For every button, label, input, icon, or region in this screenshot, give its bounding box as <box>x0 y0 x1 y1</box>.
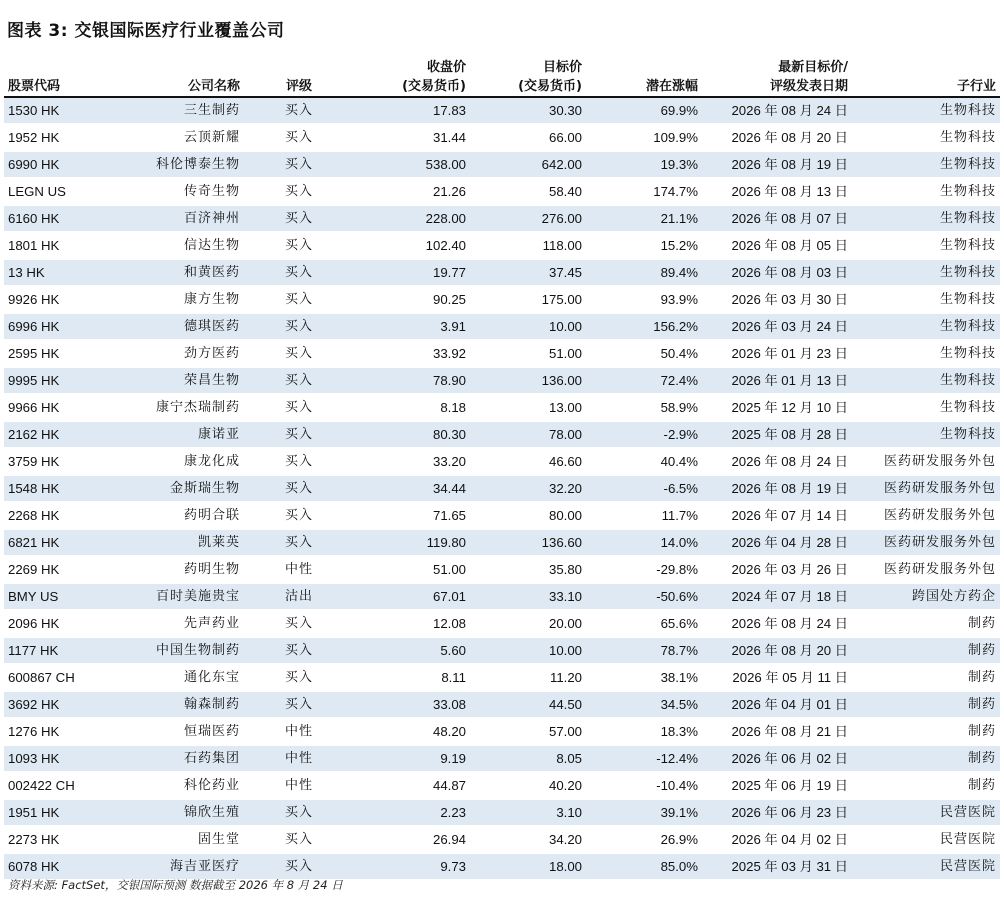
cell-date: 2026 年 04 月 02 日 <box>702 826 852 853</box>
cell-target: 8.05 <box>470 745 586 772</box>
cell-target: 10.00 <box>470 313 586 340</box>
cell-target: 175.00 <box>470 286 586 313</box>
cell-sector: 医药研发服务外包 <box>852 502 1000 529</box>
cell-upside: 85.0% <box>586 853 702 880</box>
cell-sector: 制药 <box>852 610 1000 637</box>
cell-name: 三生制药 <box>104 97 244 124</box>
cell-date: 2026 年 01 月 13 日 <box>702 367 852 394</box>
cell-name: 康诺亚 <box>104 421 244 448</box>
cell-date: 2026 年 04 月 01 日 <box>702 691 852 718</box>
cell-sector: 制药 <box>852 718 1000 745</box>
cell-date: 2026 年 08 月 19 日 <box>702 475 852 502</box>
header-code: 股票代码 <box>8 79 61 94</box>
table-row <box>4 421 1000 448</box>
cell-sector: 生物科技 <box>852 178 1000 205</box>
cell-sector: 生物科技 <box>852 421 1000 448</box>
cell-close: 2.23 <box>354 799 470 826</box>
cell-close: 119.80 <box>354 529 470 556</box>
header-date-line2: 评级发表日期 <box>769 79 848 94</box>
cell-sector: 生物科技 <box>852 259 1000 286</box>
cell-close: 9.73 <box>354 853 470 880</box>
table-row <box>4 502 1000 529</box>
cell-rating: 沽出 <box>244 583 354 610</box>
cell-close: 538.00 <box>354 151 470 178</box>
cell-target: 58.40 <box>470 178 586 205</box>
cell-target: 66.00 <box>470 124 586 151</box>
table-row <box>4 799 1000 826</box>
cell-upside: 89.4% <box>586 259 702 286</box>
table-row <box>4 583 1000 610</box>
cell-upside: 65.6% <box>586 610 702 637</box>
cell-target: 80.00 <box>470 502 586 529</box>
cell-close: 102.40 <box>354 232 470 259</box>
cell-date: 2026 年 08 月 03 日 <box>702 259 852 286</box>
header-close <box>354 52 470 97</box>
header-sector: 子行业 <box>956 79 996 94</box>
cell-name: 传奇生物 <box>104 178 244 205</box>
table-row <box>4 286 1000 313</box>
table-row <box>4 367 1000 394</box>
cell-upside: -6.5% <box>586 475 702 502</box>
cell-upside: 156.2% <box>586 313 702 340</box>
cell-date: 2026 年 05 月 11 日 <box>702 664 852 691</box>
table-row <box>4 853 1000 880</box>
cell-sector: 医药研发服务外包 <box>852 556 1000 583</box>
cell-date: 2026 年 08 月 05 日 <box>702 232 852 259</box>
table-row <box>4 448 1000 475</box>
cell-sector: 生物科技 <box>852 124 1000 151</box>
cell-close: 33.92 <box>354 340 470 367</box>
cell-rating: 买入 <box>244 178 354 205</box>
cell-sector: 制药 <box>852 772 1000 799</box>
cell-code: 9926 HK <box>4 286 104 313</box>
cell-name: 信达生物 <box>104 232 244 259</box>
cell-code: 1177 HK <box>4 637 104 664</box>
cell-upside: 26.9% <box>586 826 702 853</box>
cell-sector: 生物科技 <box>852 286 1000 313</box>
cell-upside: 18.3% <box>586 718 702 745</box>
cell-close: 44.87 <box>354 772 470 799</box>
header-date-line1: 最新目标价/ <box>778 60 848 75</box>
cell-rating: 买入 <box>244 691 354 718</box>
cell-close: 51.00 <box>354 556 470 583</box>
cell-rating: 中性 <box>244 745 354 772</box>
cell-name: 和黄医药 <box>104 259 244 286</box>
cell-name: 中国生物制药 <box>104 637 244 664</box>
cell-name: 百时美施贵宝 <box>104 583 244 610</box>
cell-sector: 生物科技 <box>852 232 1000 259</box>
cell-close: 9.19 <box>354 745 470 772</box>
cell-name: 金斯瑞生物 <box>104 475 244 502</box>
cell-code: 3692 HK <box>4 691 104 718</box>
cell-code: BMY US <box>4 583 104 610</box>
cell-close: 80.30 <box>354 421 470 448</box>
table-row <box>4 691 1000 718</box>
cell-code: 2273 HK <box>4 826 104 853</box>
cell-target: 57.00 <box>470 718 586 745</box>
cell-target: 13.00 <box>470 394 586 421</box>
cell-code: 600867 CH <box>4 664 104 691</box>
cell-rating: 买入 <box>244 124 354 151</box>
cell-date: 2026 年 08 月 21 日 <box>702 718 852 745</box>
cell-target: 136.60 <box>470 529 586 556</box>
cell-code: 1276 HK <box>4 718 104 745</box>
cell-target: 78.00 <box>470 421 586 448</box>
table-row <box>4 475 1000 502</box>
cell-upside: 72.4% <box>586 367 702 394</box>
cell-target: 20.00 <box>470 610 586 637</box>
table-row <box>4 610 1000 637</box>
cell-code: 6821 HK <box>4 529 104 556</box>
cell-upside: 14.0% <box>586 529 702 556</box>
cell-target: 10.00 <box>470 637 586 664</box>
cell-upside: 78.7% <box>586 637 702 664</box>
cell-target: 34.20 <box>470 826 586 853</box>
table-row <box>4 205 1000 232</box>
cell-code: 6996 HK <box>4 313 104 340</box>
cell-date: 2026 年 08 月 13 日 <box>702 178 852 205</box>
cell-target: 35.80 <box>470 556 586 583</box>
cell-target: 30.30 <box>470 97 586 124</box>
cell-sector: 医药研发服务外包 <box>852 475 1000 502</box>
cell-date: 2026 年 08 月 20 日 <box>702 637 852 664</box>
cell-upside: 11.7% <box>586 502 702 529</box>
cell-rating: 买入 <box>244 286 354 313</box>
cell-rating: 买入 <box>244 826 354 853</box>
cell-sector: 民营医院 <box>852 853 1000 880</box>
table-row <box>4 124 1000 151</box>
cell-sector: 医药研发服务外包 <box>852 529 1000 556</box>
cell-name: 海吉亚医疗 <box>104 853 244 880</box>
cell-rating: 买入 <box>244 367 354 394</box>
header-date <box>702 52 852 97</box>
cell-upside: 15.2% <box>586 232 702 259</box>
cell-upside: 58.9% <box>586 394 702 421</box>
cell-upside: 38.1% <box>586 664 702 691</box>
header-upside: 潜在涨幅 <box>645 79 698 94</box>
cell-target: 136.00 <box>470 367 586 394</box>
cell-name: 康龙化成 <box>104 448 244 475</box>
cell-target: 3.10 <box>470 799 586 826</box>
cell-target: 51.00 <box>470 340 586 367</box>
cell-close: 3.91 <box>354 313 470 340</box>
cell-close: 8.18 <box>354 394 470 421</box>
table-row <box>4 232 1000 259</box>
cell-close: 31.44 <box>354 124 470 151</box>
cell-date: 2026 年 01 月 23 日 <box>702 340 852 367</box>
header-target <box>470 52 586 97</box>
table-row <box>4 826 1000 853</box>
cell-date: 2026 年 08 月 07 日 <box>702 205 852 232</box>
cell-code: 002422 CH <box>4 772 104 799</box>
cell-upside: 34.5% <box>586 691 702 718</box>
cell-close: 12.08 <box>354 610 470 637</box>
cell-date: 2025 年 12 月 10 日 <box>702 394 852 421</box>
cell-code: 1093 HK <box>4 745 104 772</box>
cell-close: 21.26 <box>354 178 470 205</box>
cell-close: 26.94 <box>354 826 470 853</box>
cell-upside: 69.9% <box>586 97 702 124</box>
cell-code: 1952 HK <box>4 124 104 151</box>
cell-date: 2026 年 08 月 24 日 <box>702 448 852 475</box>
cell-close: 228.00 <box>354 205 470 232</box>
cell-target: 118.00 <box>470 232 586 259</box>
cell-close: 8.11 <box>354 664 470 691</box>
cell-code: 2162 HK <box>4 421 104 448</box>
cell-sector: 生物科技 <box>852 313 1000 340</box>
cell-name: 恒瑞医药 <box>104 718 244 745</box>
cell-sector: 生物科技 <box>852 394 1000 421</box>
table-row <box>4 772 1000 799</box>
cell-rating: 中性 <box>244 556 354 583</box>
cell-close: 71.65 <box>354 502 470 529</box>
cell-code: 1801 HK <box>4 232 104 259</box>
cell-sector: 生物科技 <box>852 151 1000 178</box>
cell-code: LEGN US <box>4 178 104 205</box>
cell-rating: 买入 <box>244 664 354 691</box>
cell-code: 2268 HK <box>4 502 104 529</box>
cell-target: 46.60 <box>470 448 586 475</box>
cell-upside: 109.9% <box>586 124 702 151</box>
cell-rating: 买入 <box>244 151 354 178</box>
cell-rating: 买入 <box>244 205 354 232</box>
cell-name: 康方生物 <box>104 286 244 313</box>
cell-close: 90.25 <box>354 286 470 313</box>
cell-code: 6990 HK <box>4 151 104 178</box>
cell-close: 19.77 <box>354 259 470 286</box>
cell-date: 2026 年 07 月 14 日 <box>702 502 852 529</box>
cell-name: 科伦博泰生物 <box>104 151 244 178</box>
header-target-line1: 目标价 <box>542 60 582 75</box>
cell-name: 药明合联 <box>104 502 244 529</box>
table-row <box>4 259 1000 286</box>
cell-sector: 制药 <box>852 664 1000 691</box>
cell-rating: 中性 <box>244 718 354 745</box>
cell-date: 2026 年 08 月 20 日 <box>702 124 852 151</box>
header-target-line2: (交易货币) <box>518 79 582 94</box>
cell-code: 13 HK <box>4 259 104 286</box>
cell-date: 2026 年 08 月 19 日 <box>702 151 852 178</box>
cell-name: 康宁杰瑞制药 <box>104 394 244 421</box>
cell-name: 石药集团 <box>104 745 244 772</box>
cell-sector: 生物科技 <box>852 205 1000 232</box>
cell-close: 67.01 <box>354 583 470 610</box>
table-row <box>4 178 1000 205</box>
cell-rating: 买入 <box>244 475 354 502</box>
table-body <box>4 97 1000 880</box>
cell-rating: 买入 <box>244 313 354 340</box>
cell-upside: 50.4% <box>586 340 702 367</box>
cell-target: 11.20 <box>470 664 586 691</box>
cell-upside: 21.1% <box>586 205 702 232</box>
cell-upside: 19.3% <box>586 151 702 178</box>
cell-sector: 制药 <box>852 745 1000 772</box>
cell-date: 2026 年 03 月 30 日 <box>702 286 852 313</box>
header-name: 公司名称 <box>187 79 240 94</box>
cell-name: 通化东宝 <box>104 664 244 691</box>
cell-rating: 买入 <box>244 259 354 286</box>
cell-target: 18.00 <box>470 853 586 880</box>
cell-sector: 生物科技 <box>852 97 1000 124</box>
cell-date: 2025 年 03 月 31 日 <box>702 853 852 880</box>
cell-rating: 买入 <box>244 340 354 367</box>
cell-rating: 买入 <box>244 529 354 556</box>
cell-name: 德琪医药 <box>104 313 244 340</box>
table-row <box>4 556 1000 583</box>
table-row <box>4 97 1000 124</box>
table-row <box>4 313 1000 340</box>
cell-date: 2026 年 04 月 28 日 <box>702 529 852 556</box>
cell-name: 翰森制药 <box>104 691 244 718</box>
header-close-line1: 收盘价 <box>426 60 466 75</box>
cell-name: 锦欣生殖 <box>104 799 244 826</box>
cell-upside: -50.6% <box>586 583 702 610</box>
cell-name: 固生堂 <box>104 826 244 853</box>
page-title: 图表 3: 交银国际医疗行业覆盖公司 <box>7 21 285 41</box>
cell-close: 33.08 <box>354 691 470 718</box>
cell-rating: 买入 <box>244 502 354 529</box>
table-row <box>4 340 1000 367</box>
cell-sector: 民营医院 <box>852 799 1000 826</box>
cell-target: 276.00 <box>470 205 586 232</box>
cell-code: 2595 HK <box>4 340 104 367</box>
cell-name: 百济神州 <box>104 205 244 232</box>
cell-rating: 中性 <box>244 772 354 799</box>
header-close-line2: (交易货币) <box>402 79 466 94</box>
cell-rating: 买入 <box>244 421 354 448</box>
header-row <box>4 52 1000 97</box>
cell-code: 2269 HK <box>4 556 104 583</box>
cell-code: 9995 HK <box>4 367 104 394</box>
cell-upside: 174.7% <box>586 178 702 205</box>
cell-code: 1530 HK <box>4 97 104 124</box>
table-row <box>4 637 1000 664</box>
cell-upside: 40.4% <box>586 448 702 475</box>
cell-date: 2024 年 07 月 18 日 <box>702 583 852 610</box>
table-row <box>4 151 1000 178</box>
cell-code: 1951 HK <box>4 799 104 826</box>
cell-rating: 买入 <box>244 610 354 637</box>
cell-upside: -10.4% <box>586 772 702 799</box>
cell-target: 40.20 <box>470 772 586 799</box>
cell-target: 44.50 <box>470 691 586 718</box>
cell-date: 2026 年 06 月 02 日 <box>702 745 852 772</box>
cell-sector: 制药 <box>852 691 1000 718</box>
table-row <box>4 664 1000 691</box>
cell-sector: 生物科技 <box>852 340 1000 367</box>
cell-date: 2026 年 08 月 24 日 <box>702 610 852 637</box>
cell-close: 17.83 <box>354 97 470 124</box>
cell-rating: 买入 <box>244 448 354 475</box>
cell-rating: 买入 <box>244 853 354 880</box>
cell-target: 37.45 <box>470 259 586 286</box>
cell-date: 2026 年 03 月 24 日 <box>702 313 852 340</box>
cell-sector: 跨国处方药企 <box>852 583 1000 610</box>
table-row <box>4 394 1000 421</box>
cell-name: 药明生物 <box>104 556 244 583</box>
table-row <box>4 529 1000 556</box>
cell-rating: 买入 <box>244 232 354 259</box>
cell-code: 6078 HK <box>4 853 104 880</box>
cell-close: 5.60 <box>354 637 470 664</box>
cell-name: 劲方医药 <box>104 340 244 367</box>
header-rating: 评级 <box>285 79 312 94</box>
cell-rating: 买入 <box>244 394 354 421</box>
cell-upside: 93.9% <box>586 286 702 313</box>
cell-rating: 买入 <box>244 97 354 124</box>
cell-date: 2025 年 06 月 19 日 <box>702 772 852 799</box>
cell-code: 1548 HK <box>4 475 104 502</box>
cell-code: 3759 HK <box>4 448 104 475</box>
cell-rating: 买入 <box>244 637 354 664</box>
cell-code: 6160 HK <box>4 205 104 232</box>
cell-name: 荣昌生物 <box>104 367 244 394</box>
cell-name: 科伦药业 <box>104 772 244 799</box>
cell-name: 云顶新耀 <box>104 124 244 151</box>
cell-upside: -2.9% <box>586 421 702 448</box>
cell-upside: 39.1% <box>586 799 702 826</box>
cell-name: 先声药业 <box>104 610 244 637</box>
cell-target: 32.20 <box>470 475 586 502</box>
cell-sector: 生物科技 <box>852 367 1000 394</box>
source-footnote: 资料来源: FactSet，交银国际预测 数据截至 2026 年 8 月 24 日 <box>8 878 343 892</box>
cell-date: 2026 年 08 月 24 日 <box>702 97 852 124</box>
cell-target: 642.00 <box>470 151 586 178</box>
cell-target: 33.10 <box>470 583 586 610</box>
cell-date: 2025 年 08 月 28 日 <box>702 421 852 448</box>
cell-sector: 制药 <box>852 637 1000 664</box>
table-row <box>4 718 1000 745</box>
cell-name: 凯莱英 <box>104 529 244 556</box>
cell-close: 34.44 <box>354 475 470 502</box>
cell-close: 78.90 <box>354 367 470 394</box>
coverage-table <box>4 52 1000 881</box>
cell-code: 9966 HK <box>4 394 104 421</box>
cell-code: 2096 HK <box>4 610 104 637</box>
table-row <box>4 745 1000 772</box>
cell-upside: -12.4% <box>586 745 702 772</box>
cell-date: 2026 年 06 月 23 日 <box>702 799 852 826</box>
cell-sector: 民营医院 <box>852 826 1000 853</box>
cell-close: 48.20 <box>354 718 470 745</box>
cell-upside: -29.8% <box>586 556 702 583</box>
cell-date: 2026 年 03 月 26 日 <box>702 556 852 583</box>
cell-close: 33.20 <box>354 448 470 475</box>
cell-rating: 买入 <box>244 799 354 826</box>
cell-sector: 医药研发服务外包 <box>852 448 1000 475</box>
